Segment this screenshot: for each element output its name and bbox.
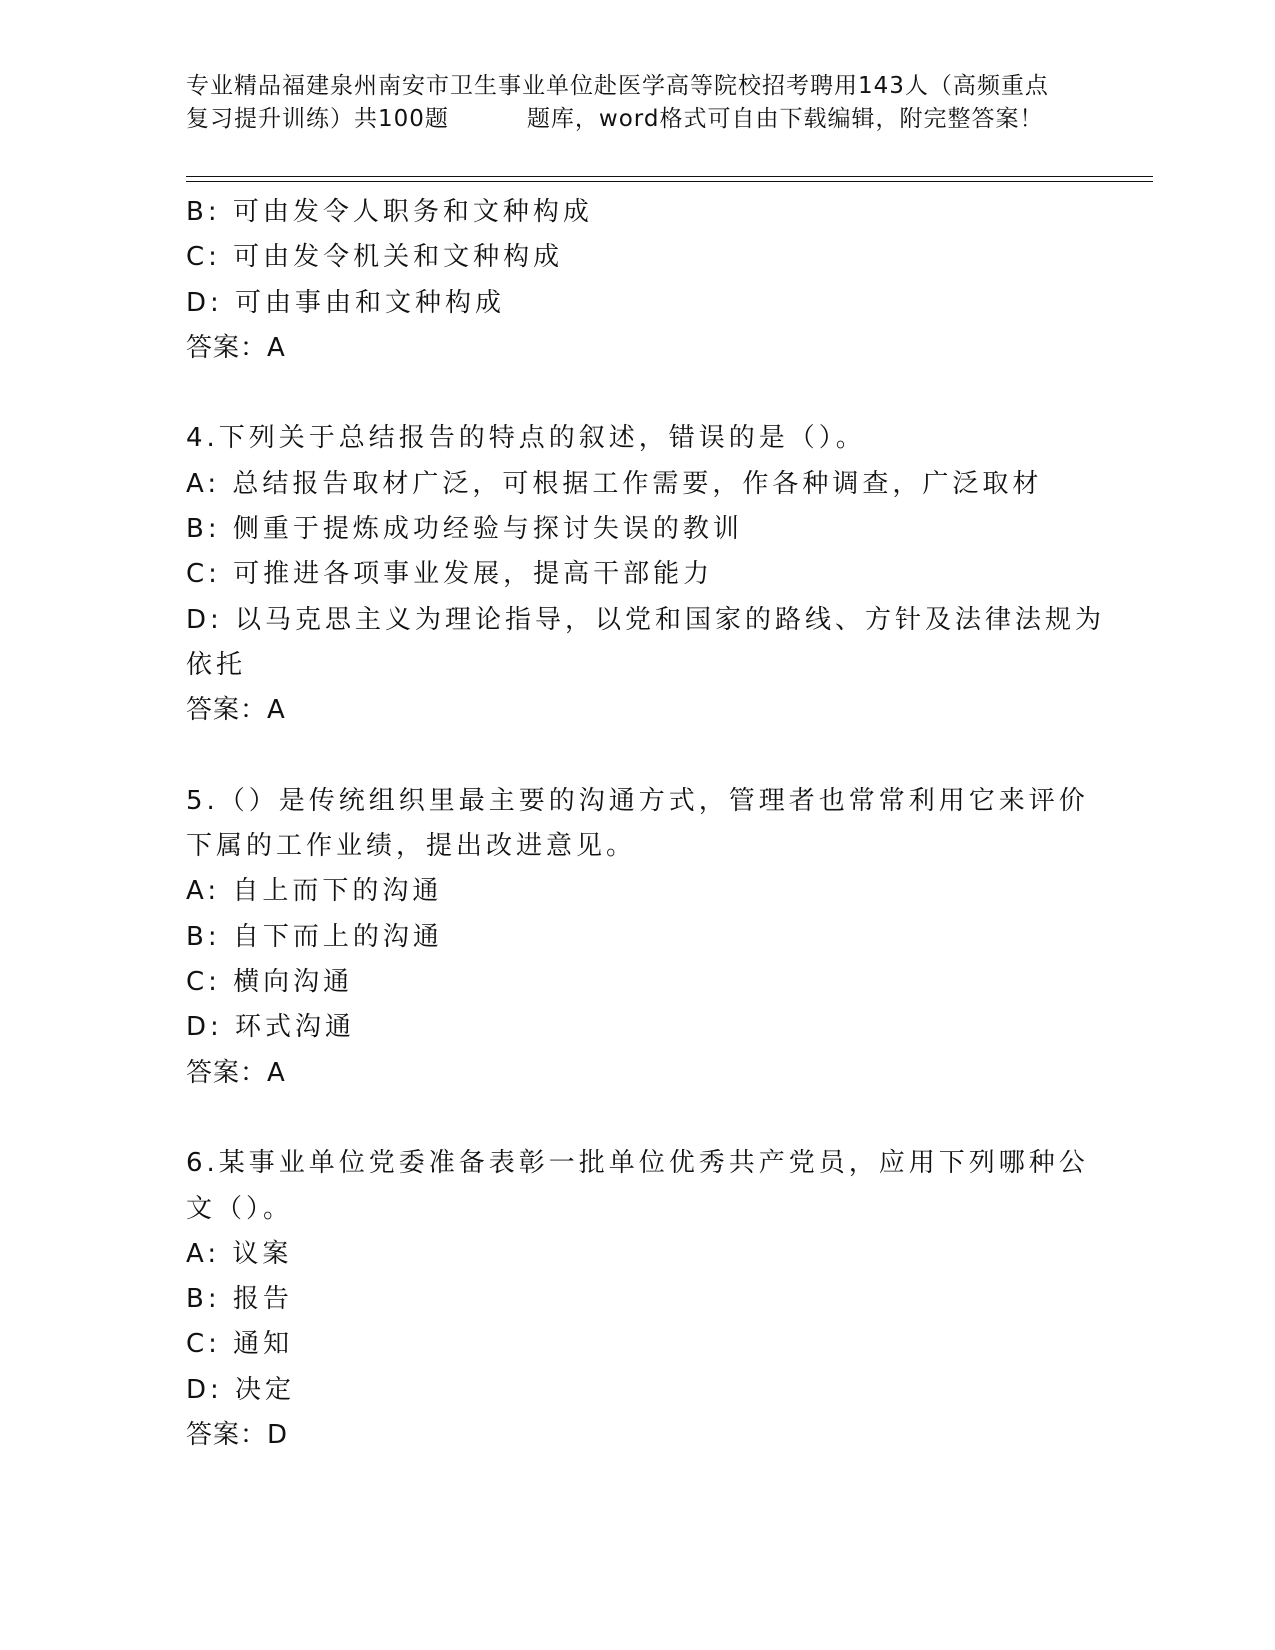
q3-option-d: D: 可由事由和文种构成: [186, 287, 506, 318]
header-title-part-2: 题库，word格式可自由下载编辑，附完整答案！: [526, 106, 1044, 132]
page-header: [186, 70, 1086, 136]
question-spacer: [186, 371, 1086, 416]
q6-option-d: D: 决定: [186, 1374, 296, 1405]
q4-option-a: A: 总结报告取材广泛，可根据工作需要，作各种调查，广泛取材: [186, 468, 1043, 499]
question-3: [186, 190, 1086, 371]
question-spacer: [186, 734, 1086, 779]
q3-option-c: C: 可由发令机关和文种构成: [186, 242, 564, 273]
header-title-line-2: [186, 103, 1086, 136]
q5-stem-line-1: 5.（）是传统组织里最主要的沟通方式，管理者也常常利用它来评价: [186, 785, 1089, 816]
header-divider-bottom: [186, 181, 1153, 182]
question-spacer: [186, 1096, 1086, 1141]
q4-option-d-line-1: D: 以马克思主义为理论指导，以党和国家的路线、方针及法律法规为: [186, 604, 1106, 635]
q4-answer: 答案：A: [186, 695, 286, 726]
question-6: [186, 1141, 1089, 1458]
q5-option-b: B: 自下而上的沟通: [186, 921, 443, 952]
q3-answer: 答案：A: [186, 332, 286, 363]
q6-option-c: C: 通知: [186, 1329, 294, 1360]
q5-stem-line-2: 下属的工作业绩，提出改进意见。: [186, 831, 637, 862]
q5-option-d: D: 环式沟通: [186, 1012, 356, 1043]
question-content: [186, 190, 1106, 1458]
q4-option-b: B: 侧重于提炼成功经验与探讨失误的教训: [186, 514, 743, 545]
q4-stem: 4.下列关于总结报告的特点的叙述，错误的是（）。: [186, 423, 866, 454]
q5-answer: 答案：A: [186, 1057, 286, 1088]
q5-option-c: C: 横向沟通: [186, 967, 354, 998]
q6-stem-line-2: 文（）。: [186, 1193, 294, 1224]
header-title-part-1: 复习提升训练）共100题: [186, 106, 449, 132]
question-4: [186, 416, 1106, 733]
q5-option-a: A: 自上而下的沟通: [186, 876, 443, 907]
q6-answer: 答案：D: [186, 1420, 289, 1451]
question-5: [186, 779, 1089, 1096]
q6-stem-line-1: 6.某事业单位党委准备表彰一批单位优秀共产党员，应用下列哪种公: [186, 1148, 1089, 1179]
header-title-line-1: 专业精品福建泉州南安市卫生事业单位赴医学高等院校招考聘用143人（高频重点: [186, 73, 1049, 99]
q4-option-c: C: 可推进各项事业发展，提高干部能力: [186, 559, 714, 590]
q4-option-d-line-2: 依托: [186, 649, 247, 680]
header-divider-top: [186, 176, 1153, 177]
q6-option-a: A: 议案: [186, 1238, 293, 1269]
q3-option-b: B: 可由发令人职务和文种构成: [186, 197, 593, 227]
q6-option-b: B: 报告: [186, 1284, 293, 1315]
